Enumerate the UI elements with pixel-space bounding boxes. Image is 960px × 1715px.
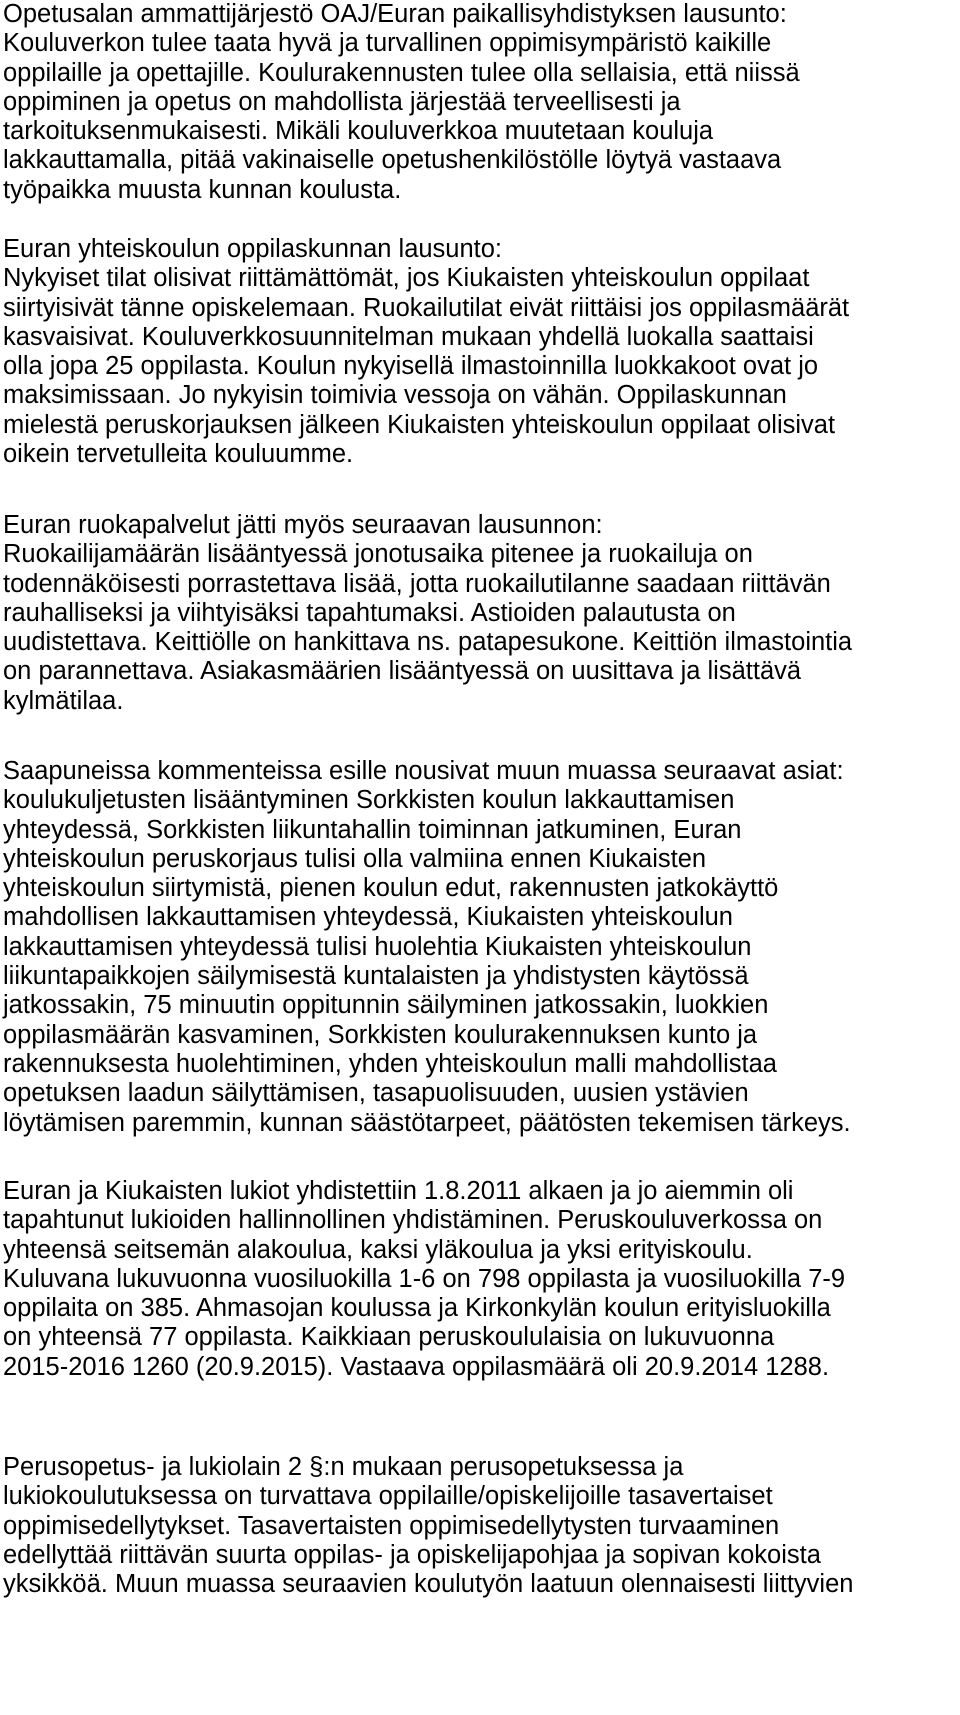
text-line: Opetusalan ammattijärjestö OAJ/Euran paikallisyhdistyksen lausunto: (3, 0, 787, 28)
text-line: maksimissaan. Jo nykyisin toimivia vessoja on vähän. Oppilaskunnan (3, 381, 787, 410)
text-line: jatkossakin, 75 minuutin oppitunnin säilyminen jatkossakin, luokkien (3, 991, 769, 1020)
text-line: uudistettava. Keittiölle on hankittava ns. patapesukone. Keittiön ilmastointia (3, 628, 853, 657)
paragraph-food-services-statement (3, 511, 953, 716)
text-line: oppiminen ja opetus on mahdollista järjestää terveellisesti ja (3, 87, 681, 116)
text-line: yhteydessä, Sorkkisten liikuntahallin toiminnan jatkuminen, Euran (3, 815, 742, 844)
text-line: yhteensä seitsemän alakoulua, kaksi yläkoulua ja yksi erityiskoulu. (3, 1235, 753, 1264)
text-line: kylmätilaa. (3, 686, 124, 715)
paragraph-education-law (3, 1453, 953, 1599)
paragraph-school-network-statistics (3, 1177, 953, 1382)
text-line: todennäköisesti porrastettava lisää, jotta ruokailutilanne saadaan riittävän (3, 569, 831, 598)
text-line: Saapuneissa kommenteissa esille nousivat muun muassa seuraavat asiat: (3, 757, 844, 785)
text-line: koulukuljetusten lisääntyminen Sorkkisten koulun lakkauttamisen (3, 786, 735, 815)
text-line: Euran ruokapalvelut jätti myös seuraavan lausunnon: (3, 511, 603, 539)
text-line: on yhteensä 77 oppilasta. Kaikkiaan peruskoululaisia on lukuvuonna (3, 1323, 775, 1352)
text-line: opetuksen laadun säilyttämisen, tasapuolisuuden, uusien ystävien (3, 1079, 749, 1108)
text-line: lakkauttamalla, pitää vakinaiselle opetushenkilöstölle löytyä vastaava (3, 146, 782, 175)
text-line: Ruokailijamäärän lisääntyessä jonotusaika pitenee ja ruokailuja on (3, 540, 753, 569)
text-line: Euran ja Kiukaisten lukiot yhdistettiin 1.8.2011 alkaen ja jo aiemmin oli (3, 1177, 794, 1205)
text-line: mielestä peruskorjauksen jälkeen Kiukaisten yhteiskoulun oppilaat olisivat (3, 410, 836, 439)
text-line: Nykyiset tilat olisivat riittämättömät, jos Kiukaisten yhteiskoulun oppilaat (3, 264, 810, 293)
text-line: Kuluvana lukuvuonna vuosiluokilla 1-6 on 798 oppilasta ja vuosiluokilla 7-9 (3, 1264, 846, 1293)
text-line: siirtyisivät tänne opiskelemaan. Ruokailutilat eivät riittäisi jos oppilasmäärät (3, 293, 850, 322)
text-line: tapahtunut lukioiden hallinnollinen yhdistäminen. Peruskouluverkossa on (3, 1206, 823, 1235)
text-line: kasvaisivat. Kouluverkkosuunnitelman mukaan yhdellä luokalla saattaisi (3, 322, 814, 351)
text-line: oppilaita on 385. Ahmasojan koulussa ja Kirkonkylän koulun erityisluokilla (3, 1294, 831, 1323)
text-line: olla jopa 25 oppilasta. Koulun nykyisellä ilmastoinnilla luokkakoot ovat jo (3, 352, 819, 381)
text-line: yhteiskoulun siirtymistä, pienen koulun edut, rakennusten jatkokäyttö (3, 874, 779, 903)
paragraph-received-comments (3, 757, 953, 1138)
text-line: tarkoituksenmukaisesti. Mikäli kouluverkkoa muutetaan kouluja (3, 117, 714, 146)
text-line: Perusopetus- ja lukiolain 2 §:n mukaan perusopetuksessa ja (3, 1453, 684, 1481)
text-line: yhteiskoulun peruskorjaus tulisi olla valmiina ennen Kiukaisten (3, 844, 707, 873)
text-line: Euran yhteiskoulun oppilaskunnan lausunto: (3, 235, 503, 263)
text-line: oppilasmäärän kasvaminen, Sorkkisten koulurakennuksen kunto ja (3, 1020, 758, 1049)
text-line: rakennuksesta huolehtiminen, yhden yhteiskoulun malli mahdollistaa (3, 1049, 777, 1078)
text-line: rauhalliseksi ja viihtyisäksi tapahtumaksi. Astioiden palautusta on (3, 598, 736, 627)
text-line: edellyttää riittävän suurta oppilas- ja opiskelijapohjaa ja sopivan kokoista (3, 1540, 821, 1569)
text-line: lakkauttamisen yhteydessä tulisi huolehtia Kiukaisten yhteiskoulun (3, 932, 752, 961)
text-line: yksikköä. Muun muassa seuraavien koulutyön laatuun olennaisesti liittyvien (3, 1570, 854, 1599)
text-line: on parannettava. Asiakasmäärien lisääntyessä on uusittava ja lisättävä (3, 657, 802, 686)
text-line: Kouluverkon tulee taata hyvä ja turvallinen oppimisympäristö kaikille (3, 29, 772, 58)
paragraph-oaj-statement (3, 0, 953, 205)
text-line: työpaikka muusta kunnan koulusta. (3, 175, 402, 204)
paragraph-student-council-statement (3, 235, 953, 469)
text-line: oppimisedellytykset. Tasavertaisten oppimisedellytysten turvaaminen (3, 1511, 780, 1540)
text-line: 2015-2016 1260 (20.9.2015). Vastaava oppilasmäärä oli 20.9.2014 1288. (3, 1352, 830, 1381)
text-line: liikuntapaikkojen säilymisestä kuntalaisten ja yhdistysten käytössä (3, 962, 749, 991)
text-line: oppilaille ja opettajille. Koulurakennusten tulee olla sellaisia, että niissä (3, 58, 800, 87)
text-line: oikein tervetulleita kouluumme. (3, 440, 354, 469)
text-line: löytämisen paremmin, kunnan säästötarpeet, päätösten tekemisen tärkeys. (3, 1108, 851, 1137)
text-line: lukiokoulutuksessa on turvattava oppilaille/opiskelijoille tasavertaiset (3, 1482, 773, 1511)
text-line: mahdollisen lakkauttamisen yhteydessä, Kiukaisten yhteiskoulun (3, 903, 733, 932)
